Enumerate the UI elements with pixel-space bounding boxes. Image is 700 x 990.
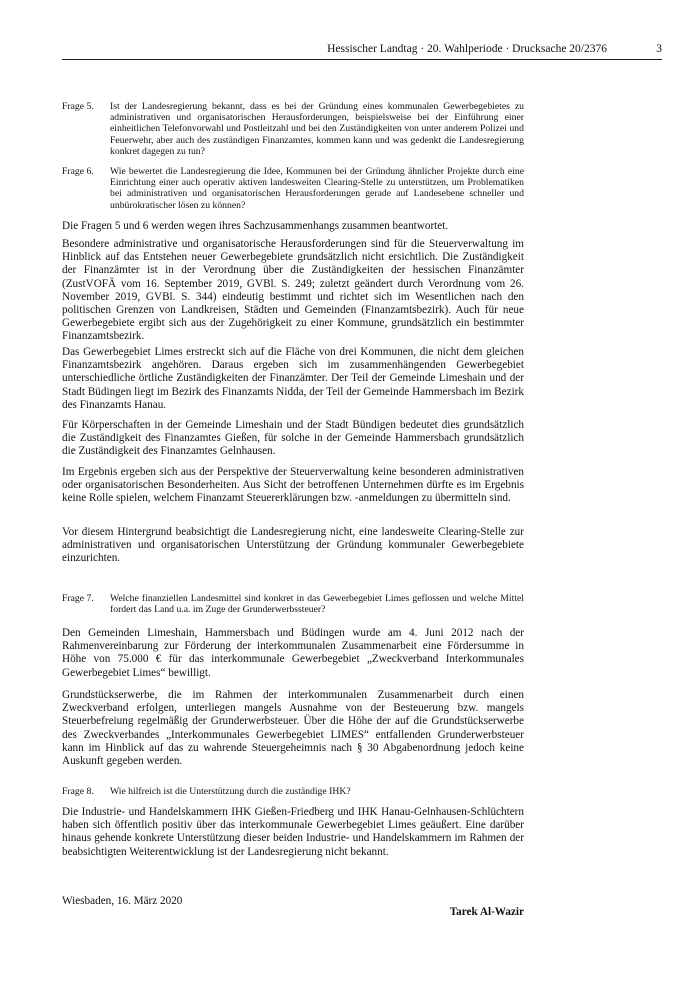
answer-5-6-paragraph: Für Körperschaften in der Gemeinde Limeshain und der Stadt Bündigen bedeutet dies grundsätzlich die Zuständigkeit des Finanzamtes Gießen, für solche in der Gemeinde Hammersbach grundsätzlich die Zuständigkeit des Finanzamtes Gelnhausen. (62, 419, 524, 458)
question-text: Ist der Landesregierung bekannt, dass es bei der Gründung eines kommunalen Gewerbegebietes zu administrativen und organisatorischen Herausforderungen, beispielsweise bei der Einführung einer einheitlichen Telefonvorwahl und Postleitzahl und bei den Zuständigkeiten von unter anderem Polizei und Feuerwehr, aber auch des zuständigen Finanzamtes, kommen kann und was gedenkt die Landesregierung konkret dagegen zu tun? (110, 101, 524, 157)
answer-7-paragraph: Grundstückserwerbe, die im Rahmen der interkommunalen Zusammenarbeit durch einen Zweckverband erfolgen, unterliegen mangels Ausnahme von der Besteuerung bzw. mangels Steuerbefreiung regelmäßig der Grunderwerbsteuer. Über die Höhe der auf die Grundstückserwerbe des Zweckverbandes „Interkommunales Gewerbegebiet LIMES“ entfallenden Grunderwerbsteuer kann im Hinblick auf das zu wahrende Steuergeheimnis nach § 30 Abgabenordnung jedoch keine Auskunft gegeben werden. (62, 689, 524, 768)
question-label: Frage 6. (62, 166, 94, 177)
answer-5-6-intro: Die Fragen 5 und 6 werden wegen ihres Sachzusammenhangs zusammen beantwortet. (62, 220, 449, 232)
page-number: 3 (656, 43, 662, 55)
place-date: Wiesbaden, 16. März 2020 (62, 895, 183, 907)
answer-5-6-paragraph: Besondere administrative und organisatorische Herausforderungen sind für die Steuerverwaltung im Hinblick auf das Entstehen neuer Gewerbegebiete grundsätzlich nicht ersichtlich. Die Zuständigkeit der Finanzämter ist in der Verordnung über die Zuständigkeiten der hessischen Finanzämter (ZustVOFÄ vom 16. September 2019, GVBl. S. 249; zuletzt geändert durch Verordnung vom 26. November 2019, GVBl. S. 344) eindeutig bestimmt und richtet sich im Wesentlichen nach den politischen Grenzen von Landkreisen, Städten und Gemeinden (Finanzamtsbezirk). Auch für neue Gewerbegebiete ergibt sich aus der Zugehörigkeit zu einer Kommune, grundsätzlich ein bestimmter Finanzamtsbezirk. (62, 238, 524, 343)
question-label: Frage 7. (62, 593, 94, 604)
question-text: Wie hilfreich ist die Unterstützung durch die zuständige IHK? (110, 786, 351, 797)
signature-name: Tarek Al-Wazir (449, 906, 524, 918)
question-label: Frage 5. (62, 101, 94, 112)
answer-7-paragraph: Den Gemeinden Limeshain, Hammersbach und Büdingen wurde am 4. Juni 2012 nach der Rahmenvereinbarung zur Förderung der interkommunalen Zusammenarbeit eine Fördersumme in Höhe von 75.000 € für das interkommunale Gewerbegebiet „Zweckverband Interkommunales Gewerbegebiet Limes“ bewilligt. (62, 627, 524, 679)
answer-5-6-paragraph: Vor diesem Hintergrund beabsichtigt die Landesregierung nicht, eine landesweite Clearing-Stelle zur administrativen und organisatorischen Unterstützung der Gründung kommunaler Gewerbegebiete einzurichten. (62, 526, 524, 565)
question-text: Wie bewertet die Landesregierung die Idee, Kommunen bei der Gründung ähnlicher Projekte durch eine Einrichtung einer auch operativ aktiven landesweiten Clearing-Stelle zu unterstützen, um Problematiken bei administrativen und organisatorischen Herausforderungen gerade auf Landesebene schneller und unbürokratischer lösen zu können? (110, 166, 524, 211)
question-text: Welche finanziellen Landesmittel sind konkret in das Gewerbegebiet Limes geflossen und welche Mittel fordert das Land u.a. im Zuge der Grunderwerbssteuer? (110, 593, 524, 616)
header-title: Hessischer Landtag · 20. Wahlperiode · Drucksache 20/2376 (327, 43, 607, 55)
question-label: Frage 8. (62, 786, 94, 797)
running-header (62, 43, 662, 60)
answer-5-6-paragraph: Im Ergebnis ergeben sich aus der Perspektive der Steuerverwaltung keine besonderen administrativen oder organisatorischen Besonderheiten. Aus Sicht der betroffenen Unternehmen dürfte es im Ergebnis keine Rolle spielen, welchem Finanzamt Steuererklärungen bzw. -anmeldungen zu übermitteln sind. (62, 466, 524, 505)
answer-5-6-paragraph: Das Gewerbegebiet Limes erstreckt sich auf die Fläche von drei Kommunen, die nicht dem gleichen Finanzamtsbezirk angehören. Daraus ergeben sich im zusammenhängenden Gewerbegebiet unterschiedliche örtliche Zuständigkeiten der Finanzämter. Der Teil der Gemeinde Limeshain und der Stadt Büdingen liegt im Bezirk des Finanzamts Nidda, der Teil der Gemeinde Hammersbach im Bezirk des Finanzamts Hanau. (62, 346, 524, 411)
answer-8-paragraph: Die Industrie- und Handelskammern IHK Gießen-Friedberg und IHK Hanau-Gelnhausen-Schlüchtern haben sich öffentlich positiv über das interkommunale Gewerbegebiet Limes geäußert. Eine darüber hinaus gehende konkrete Unterstützung dieser beiden Industrie- und Handelskammern im Rahmen der beabsichtigten Weiterentwicklung ist der Landesregierung nicht bekannt. (62, 806, 524, 858)
